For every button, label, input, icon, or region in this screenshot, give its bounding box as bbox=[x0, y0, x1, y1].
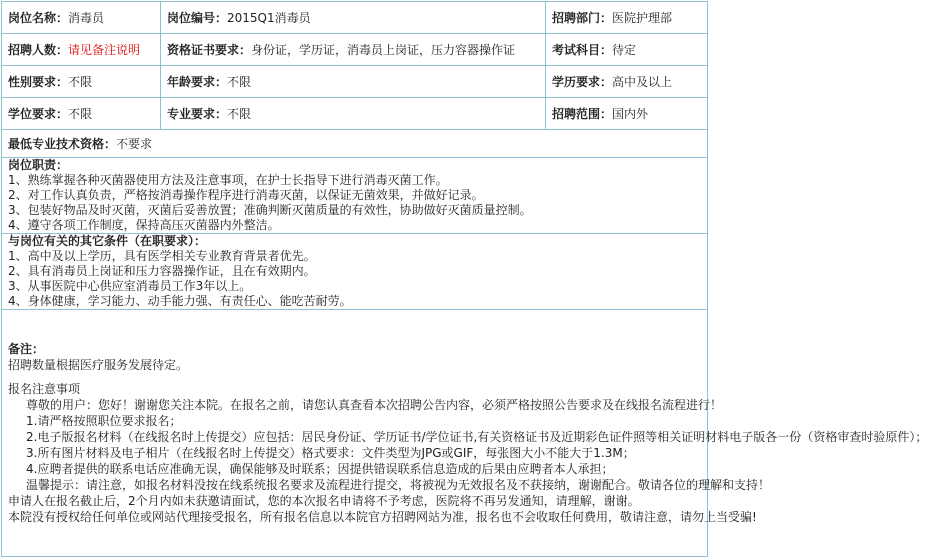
count-cell bbox=[2, 34, 161, 66]
remarks-line: 招聘数量根据医疗服务发展待定。 bbox=[8, 358, 189, 372]
degree-value: 不限 bbox=[68, 107, 93, 121]
scope-label: 招聘范围： bbox=[552, 107, 613, 121]
table-row bbox=[2, 2, 708, 34]
table-row bbox=[2, 130, 708, 158]
conditions-cell bbox=[2, 234, 708, 310]
table-row bbox=[2, 66, 708, 98]
list-item: 3、包装好物品及时灭菌，灭菌后妥善放置；准确判断灭菌质量的有效性，协助做好灭菌质量控制。 bbox=[8, 203, 532, 217]
edu-label: 学历要求： bbox=[552, 75, 613, 89]
exam-value: 待定 bbox=[612, 43, 637, 57]
notice-item-2: 2.电子版报名材料（在线报名时上传提交）应包括：居民身份证、学历证书/学位证书,有关资格证书及近期彩色证件照等相关证明材料电子版各一份（资格审查时验原件）； bbox=[26, 430, 927, 444]
degree-cell bbox=[2, 98, 161, 130]
table-row bbox=[2, 34, 708, 66]
age-cell bbox=[161, 66, 546, 98]
post-code-label: 岗位编号： bbox=[167, 11, 228, 25]
dept-cell bbox=[546, 2, 708, 34]
cert-cell bbox=[161, 34, 546, 66]
gender-value: 不限 bbox=[68, 75, 93, 89]
post-code-cell bbox=[161, 2, 546, 34]
remarks-cell bbox=[2, 310, 927, 557]
min-qualification-cell bbox=[2, 130, 708, 158]
major-label: 专业要求： bbox=[167, 107, 228, 121]
exam-cell bbox=[546, 34, 708, 66]
list-item: 2、对工作认真负责，严格按消毒操作程序进行消毒灭菌，以保证无菌效果，并做好记录。 bbox=[8, 188, 484, 202]
notice-deadline: 申请人在报名截止后，2个月内如未获邀请面试，您的本次报名申请将不予考虑，医院将不再另发通知，请理解，谢谢。 bbox=[8, 494, 640, 508]
count-label: 招聘人数： bbox=[8, 43, 69, 57]
edu-value: 高中及以上 bbox=[612, 75, 673, 89]
min-qualification-label: 最低专业技术资格： bbox=[8, 137, 117, 151]
list-item: 2、具有消毒员上岗证和压力容器操作证，且在有效期内。 bbox=[8, 264, 316, 278]
job-info-table bbox=[1, 1, 927, 557]
remarks-title: 备注： bbox=[8, 342, 45, 356]
notice-item-4: 4.应聘者提供的联系电话应准确无误，确保能够及时联系；因提供错误联系信息造成的后果由应聘者本人承担； bbox=[26, 462, 614, 476]
table-row bbox=[2, 98, 708, 130]
post-name-cell bbox=[2, 2, 161, 34]
notice-greeting: 尊敬的用户：您好！谢谢您关注本院。在报名之前，请您认真查看本次招聘公告内容，必须严格按照公告要求及在线报名流程进行！ bbox=[26, 398, 723, 412]
duties-section bbox=[2, 158, 708, 234]
post-name-label: 岗位名称： bbox=[8, 11, 69, 25]
age-value: 不限 bbox=[227, 75, 252, 89]
notice-item-3: 3.所有图片材料及电子相片（在线报名时上传提交）格式要求：文件类型为JPG或GIF，每张图大小不能大于1.3M； bbox=[26, 446, 635, 460]
list-item: 1、高中及以上学历，具有医学相关专业教育背景者优先。 bbox=[8, 249, 316, 263]
list-item: 1、熟练掌握各种灭菌器使用方法及注意事项，在护士长指导下进行消毒灭菌工作。 bbox=[8, 173, 448, 187]
scope-cell bbox=[546, 98, 708, 130]
major-value: 不限 bbox=[227, 107, 252, 121]
dept-value: 医院护理部 bbox=[612, 11, 673, 25]
cert-value: 身份证，学历证，消毒员上岗证，压力容器操作证 bbox=[251, 43, 516, 57]
age-label: 年龄要求： bbox=[167, 75, 228, 89]
conditions-section bbox=[2, 234, 708, 310]
duties-cell bbox=[2, 158, 708, 234]
exam-label: 考试科目： bbox=[552, 43, 613, 57]
gender-cell bbox=[2, 66, 161, 98]
post-name-value: 消毒员 bbox=[68, 11, 105, 25]
edu-cell bbox=[546, 66, 708, 98]
degree-label: 学位要求： bbox=[8, 107, 69, 121]
dept-label: 招聘部门： bbox=[552, 11, 613, 25]
notice-title: 报名注意事项 bbox=[8, 382, 81, 396]
list-item: 4、身体健康，学习能力、动手能力强、有责任心、能吃苦耐劳。 bbox=[8, 294, 352, 308]
spacer bbox=[8, 373, 701, 381]
remarks-section bbox=[2, 310, 708, 557]
job-posting bbox=[0, 1, 927, 554]
notice-fraud-warning: 本院没有授权给任何单位或网站代理接受报名，所有报名信息以本院官方招聘网站为准，报名也不会收取任何费用，敬请注意，请勿上当受骗! bbox=[8, 510, 757, 524]
count-value: 请见备注说明 bbox=[68, 43, 141, 57]
post-code-value: 2015Q1消毒员 bbox=[227, 11, 311, 25]
notice-item-1: 1.请严格按照职位要求报名； bbox=[26, 414, 182, 428]
scope-value: 国内外 bbox=[612, 107, 649, 121]
gender-label: 性别要求： bbox=[8, 75, 69, 89]
conditions-title: 与岗位有关的其它条件（在职要求）： bbox=[8, 234, 207, 248]
major-cell bbox=[161, 98, 546, 130]
min-qualification-value: 不要求 bbox=[116, 137, 153, 151]
list-item: 3、从事医院中心供应室消毒员工作3年以上。 bbox=[8, 279, 252, 293]
duties-title: 岗位职责： bbox=[8, 158, 69, 172]
list-item: 4、遵守各项工作制度，保持高压灭菌器内外整洁。 bbox=[8, 218, 280, 232]
notice-reminder: 温馨提示：请注意，如报名材料没按在线系统报名要求及流程进行提交，将被视为无效报名及不获接纳，谢谢配合。敬请各位的理解和支持！ bbox=[26, 478, 771, 492]
cert-label: 资格证书要求： bbox=[167, 43, 252, 57]
